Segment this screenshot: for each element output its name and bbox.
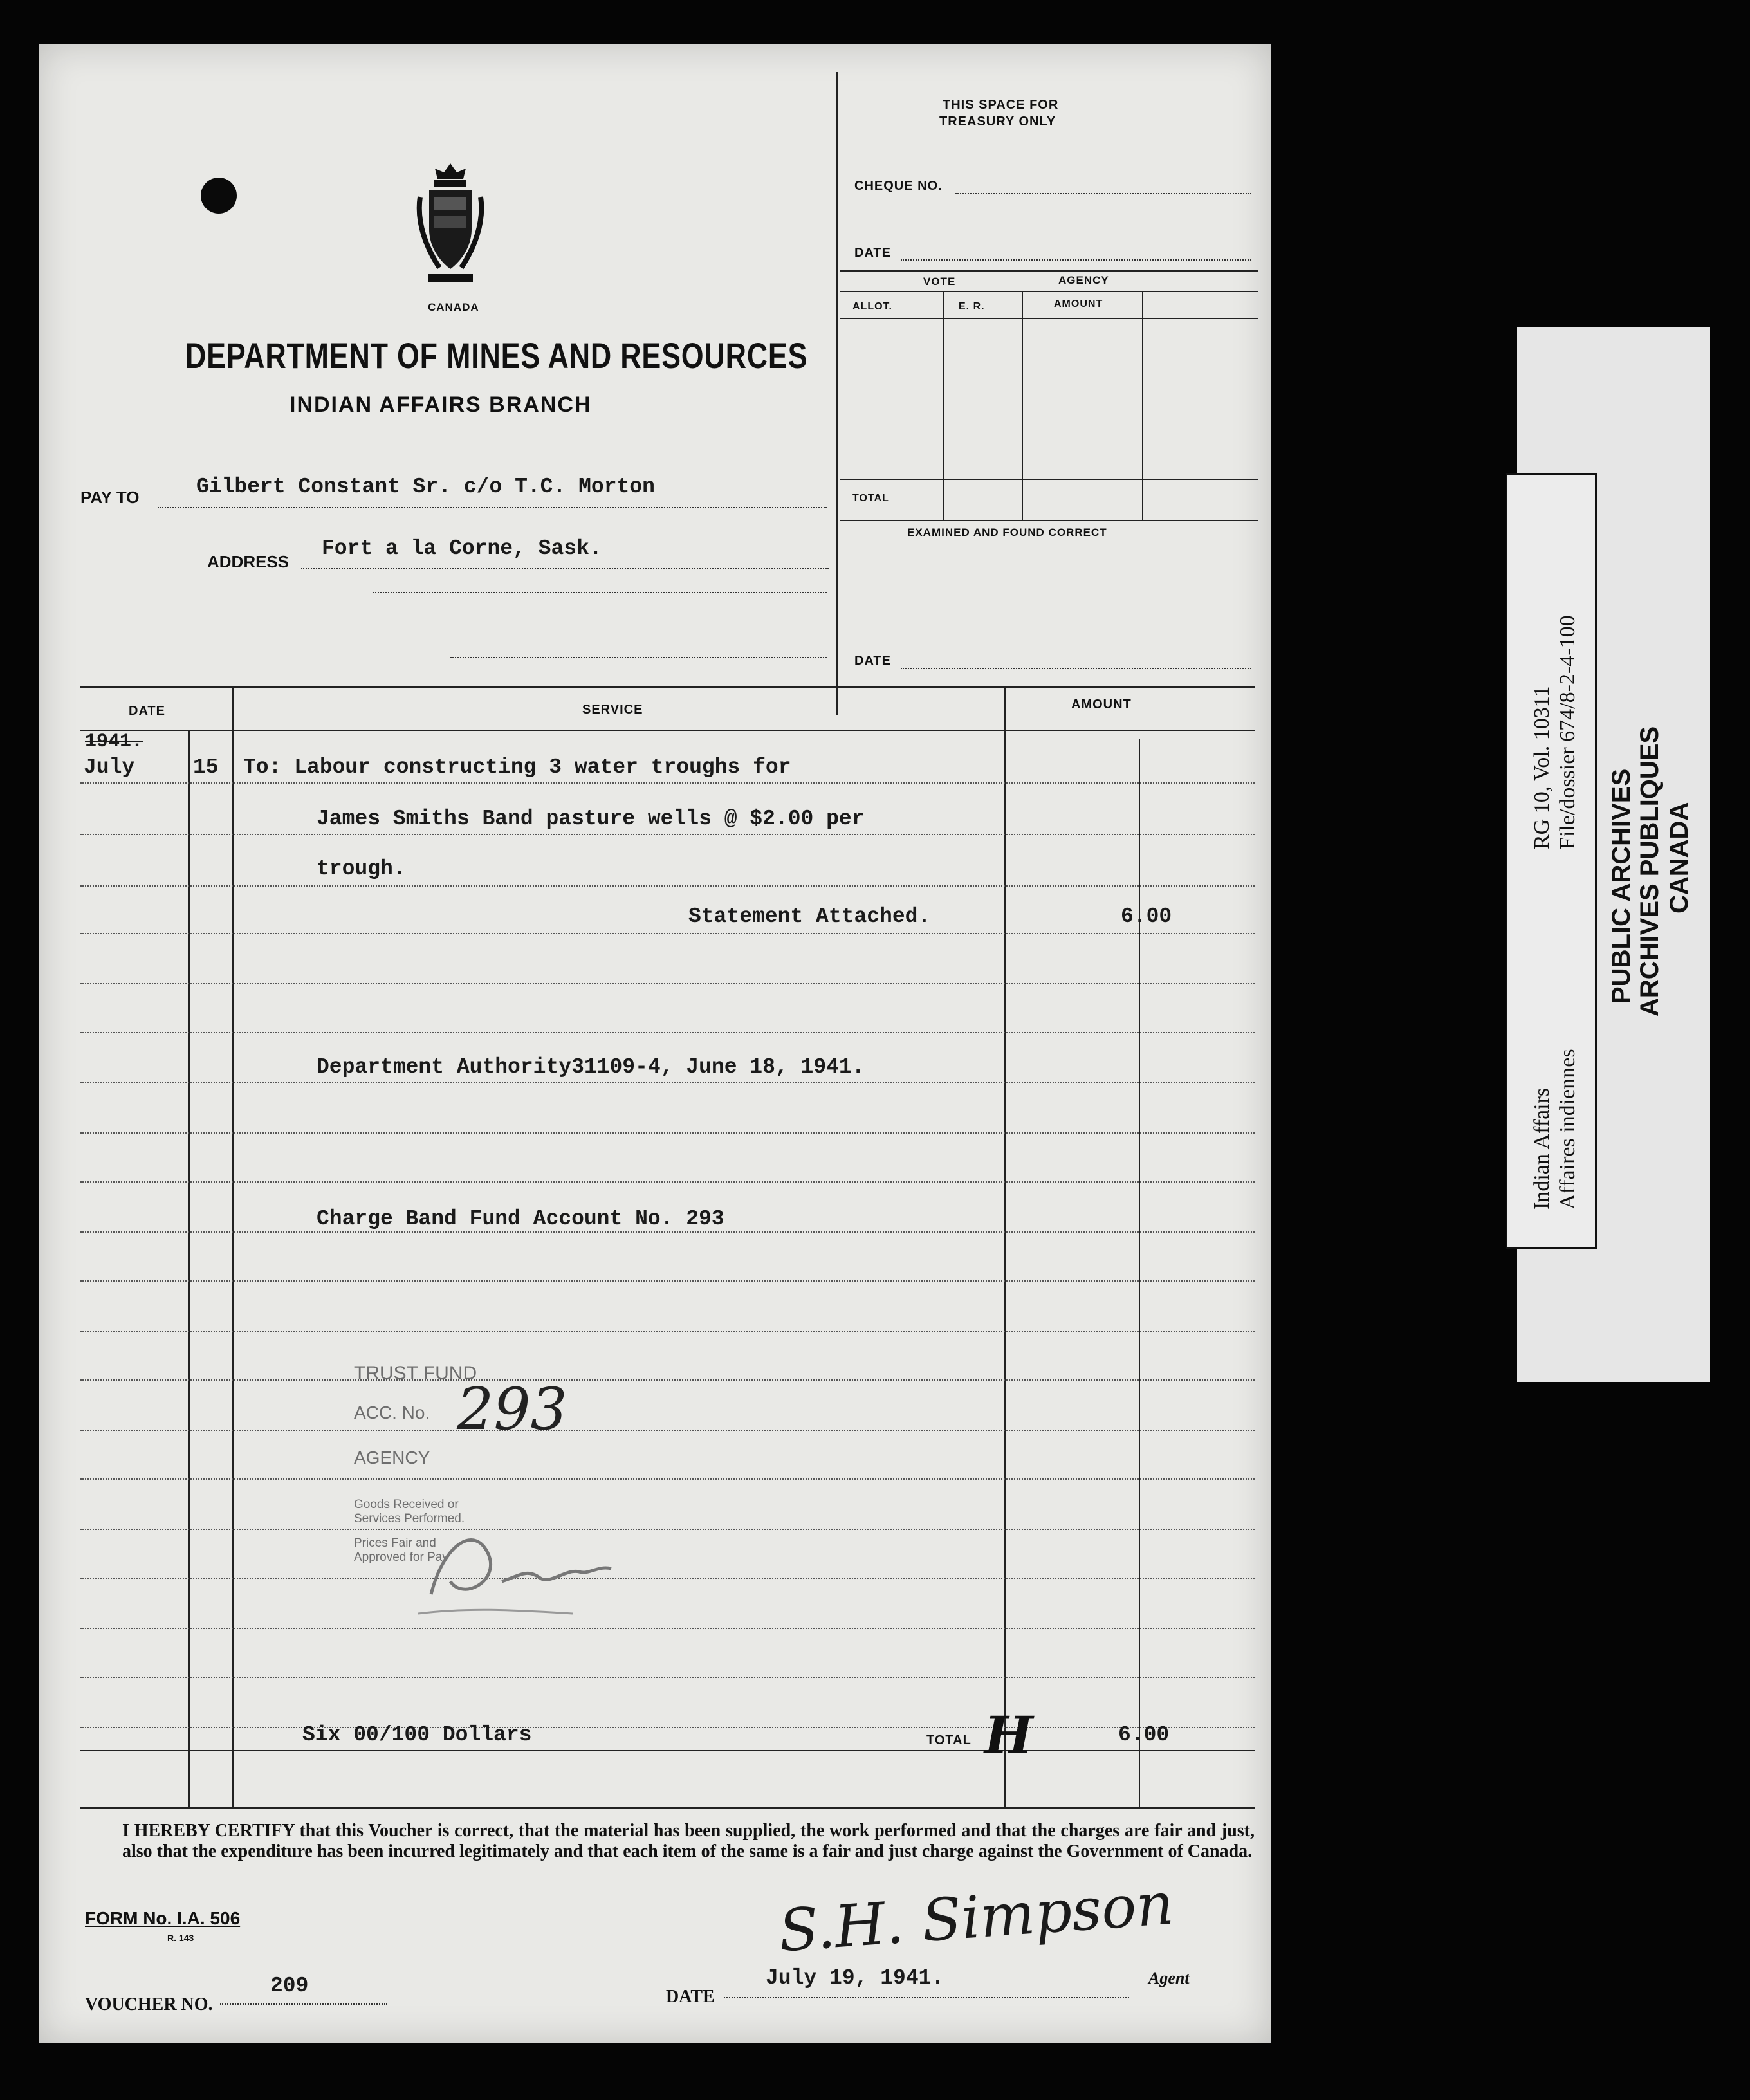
archive-ref-2: File/dossier 674/8-2-4-100 bbox=[1556, 615, 1580, 849]
date-col-divider bbox=[188, 730, 190, 1807]
archive-ref-1: RG 10, Vol. 10311 bbox=[1530, 686, 1554, 849]
row-rule bbox=[80, 885, 1255, 887]
treasury-col-rule bbox=[840, 318, 1258, 319]
treasury-total-label: TOTAL bbox=[852, 493, 889, 504]
agent-label: Agent bbox=[1148, 1969, 1190, 1987]
er-label: E. R. bbox=[959, 301, 985, 312]
archive-dept-1: Indian Affairs bbox=[1530, 1087, 1554, 1210]
cheque-no-line bbox=[955, 193, 1251, 194]
treasury-header-2: TREASURY ONLY bbox=[939, 115, 1056, 129]
address-line-2 bbox=[373, 592, 827, 593]
row-rule bbox=[80, 1231, 1255, 1233]
treasury-col-1 bbox=[943, 292, 944, 520]
voucher-no-line bbox=[220, 2003, 387, 2005]
line-amount: 6.00 bbox=[1121, 905, 1172, 928]
total-amount: 6.00 bbox=[1118, 1723, 1170, 1747]
address-line-3 bbox=[450, 657, 827, 658]
agent-signature: S.H. Simpson bbox=[777, 1870, 1176, 1966]
total-row-rule bbox=[80, 1750, 1255, 1751]
treasury-total-rule-bottom bbox=[840, 520, 1258, 521]
archive-dept-2: Affaires indiennes bbox=[1556, 1049, 1580, 1210]
vote-agency-rule-top bbox=[840, 270, 1258, 272]
department-authority: Department Authority31109-4, June 18, 1941. bbox=[317, 1055, 865, 1079]
entry-day: 15 bbox=[193, 755, 219, 779]
pay-to-underline bbox=[158, 507, 827, 508]
cents-col-divider bbox=[1139, 739, 1140, 1807]
department-title: DEPARTMENT OF MINES AND RESOURCES bbox=[185, 335, 808, 376]
row-rule bbox=[80, 1032, 1255, 1033]
treasury-date2-line bbox=[901, 668, 1251, 669]
row-rule bbox=[80, 1677, 1255, 1678]
pay-to-value: Gilbert Constant Sr. c/o T.C. Morton bbox=[196, 475, 655, 499]
row-rule bbox=[80, 1082, 1255, 1083]
treasury-header-1: THIS SPACE FOR bbox=[943, 98, 1059, 112]
examined-label: EXAMINED AND FOUND CORRECT bbox=[907, 526, 1107, 539]
address-value: Fort a la Corne, Sask. bbox=[322, 537, 602, 560]
treasury-col-2 bbox=[1022, 292, 1023, 520]
row-rule bbox=[80, 1181, 1255, 1183]
pay-to-label: PAY TO bbox=[80, 488, 140, 507]
address-underline bbox=[301, 568, 829, 569]
amount-column-header: AMOUNT bbox=[1071, 697, 1132, 712]
statement-attached: Statement Attached. bbox=[688, 905, 931, 928]
entry-month: July bbox=[84, 755, 135, 779]
cheque-no-label: CHEQUE NO. bbox=[854, 179, 943, 193]
stamp-scribble-icon bbox=[412, 1517, 669, 1620]
canada-crest-icon bbox=[415, 158, 486, 309]
branch-title: INDIAN AFFAIRS BRANCH bbox=[290, 392, 592, 417]
amount-in-words: Six 00/100 Dollars bbox=[302, 1723, 532, 1747]
row-rule bbox=[80, 933, 1255, 934]
row-rule bbox=[80, 782, 1255, 784]
service-line-1: To: Labour constructing 3 water troughs for bbox=[243, 755, 791, 779]
handwritten-account: 293 bbox=[457, 1376, 567, 1443]
treasury-date2-label: DATE bbox=[854, 654, 891, 668]
address-label: ADDRESS bbox=[207, 552, 290, 571]
vote-label: VOTE bbox=[923, 275, 956, 288]
allot-label: ALLOT. bbox=[852, 301, 892, 312]
form-number: FORM No. I.A. 506 bbox=[85, 1908, 241, 1928]
row-rule bbox=[80, 1132, 1255, 1134]
table-top-rule bbox=[80, 686, 1255, 688]
archive-org-1: PUBLIC ARCHIVES bbox=[1607, 768, 1635, 1004]
vote-agency-rule bbox=[840, 291, 1258, 292]
treasury-date-label: DATE bbox=[854, 246, 891, 260]
agency-label: AGENCY bbox=[1058, 274, 1109, 286]
treasury-total-rule bbox=[840, 479, 1258, 480]
trust-fund-stamp: TRUST FUND ACC. No. 293 AGENCY Goods Received or Services Performed. Prices Fair and Approved for Pay bbox=[354, 1363, 714, 1633]
service-line-2: James Smiths Band pasture wells @ $2.00 per bbox=[317, 807, 865, 831]
footer-date-label: DATE bbox=[666, 1987, 715, 2007]
voucher-document bbox=[39, 44, 1271, 2043]
service-col-divider bbox=[232, 687, 234, 1807]
entry-year: 1941. bbox=[85, 731, 143, 753]
total-label: TOTAL bbox=[926, 1733, 972, 1747]
service-line-3: trough. bbox=[317, 857, 406, 881]
date-column-header: DATE bbox=[129, 704, 165, 718]
punch-hole bbox=[201, 178, 237, 214]
footer-date-line bbox=[724, 1997, 1129, 1998]
amount-col-divider bbox=[1004, 687, 1006, 1807]
treasury-col-3 bbox=[1142, 292, 1143, 520]
voucher-no-label: VOUCHER NO. bbox=[85, 1994, 213, 2014]
archive-org-2: ARCHIVES PUBLIQUES bbox=[1635, 726, 1664, 1017]
row-rule bbox=[80, 1280, 1255, 1282]
row-rule bbox=[80, 1331, 1255, 1332]
service-column-header: SERVICE bbox=[582, 703, 643, 717]
treasury-divider bbox=[836, 72, 838, 715]
footer-date-value: July 19, 1941. bbox=[766, 1966, 944, 1990]
table-bottom-rule bbox=[80, 1807, 1255, 1809]
archive-org-3: CANADA bbox=[1665, 802, 1693, 914]
crest-caption: CANADA bbox=[428, 301, 479, 313]
table-header-rule bbox=[80, 730, 1255, 731]
treasury-amount-label: AMOUNT bbox=[1054, 299, 1103, 309]
row-rule bbox=[80, 834, 1255, 835]
form-revision: R. 143 bbox=[167, 1933, 194, 1943]
row-rule bbox=[80, 983, 1255, 984]
charge-account: Charge Band Fund Account No. 293 bbox=[317, 1207, 724, 1231]
voucher-no-value: 209 bbox=[270, 1974, 309, 1998]
total-initial: H bbox=[984, 1705, 1033, 1765]
treasury-date-line bbox=[901, 259, 1251, 261]
certification-text: I HEREBY CERTIFY that this Voucher is correct, that the material has been supplied, the work performed and that the charges are fair and just, also that the expenditure has been incurred legitimately and that each item of the same is a fair and just charge against the Government of Canada. bbox=[122, 1821, 1255, 1861]
row-rule bbox=[80, 1727, 1255, 1728]
